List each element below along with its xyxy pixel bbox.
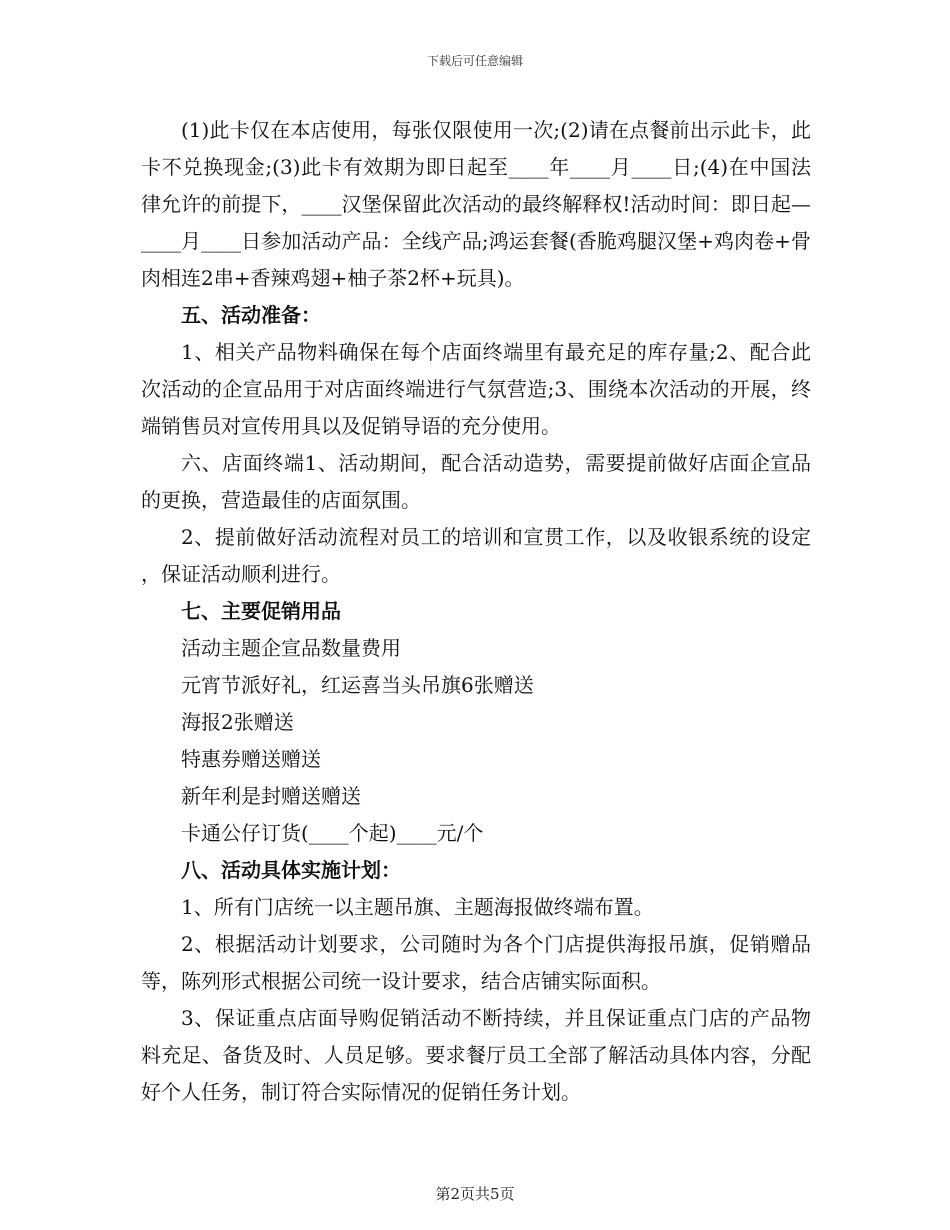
section-heading-5: 五、活动准备： bbox=[181, 303, 321, 327]
paragraph-card-terms: (1)此卡仅在本店使用，每张仅限使用一次;(2)请在点餐前出示此卡，此卡不兑换现金;(3)此卡有效期为即日起至____年____月____日;(4)在中国法律允许的前提下，____汉堡保留此次活动的最终解释权!活动时间：即日起—____月____日参加活动产品：全线产品;鸿运套餐(香脆鸡腿汉堡+鸡肉卷+骨肉相连2串+香辣鸡翅+柚子茶2杯+玩具)。 bbox=[141, 118, 811, 290]
paragraph-training: 2、提前做好活动流程对员工的培训和宣贯工作，以及收银系统的设定，保证活动顺利进行。 bbox=[141, 525, 811, 586]
paragraph-store-terminal: 六、店面终端1、活动期间，配合活动造势，需要提前做好店面企宣品的更换，营造最佳的店面氛围。 bbox=[141, 451, 811, 512]
paragraph-plan-3: 3、保证重点店面导购促销活动不断持续，并且保证重点门店的产品物料充足、备货及时、人员足够。要求餐厅员工全部了解活动具体内容，分配好个人任务，制订符合实际情况的促销任务计划。 bbox=[141, 1006, 811, 1104]
page-header: 下载后可任意编辑 bbox=[426, 54, 523, 68]
paragraph-plan-1: 1、所有门店统一以主题吊旗、主题海报做终端布置。 bbox=[181, 895, 654, 919]
page-footer: 第2页共5页 bbox=[435, 1185, 515, 1203]
list-item: 新年利是封赠送赠送 bbox=[181, 784, 361, 808]
list-item: 卡通公仔订货(____个起)____元/个 bbox=[181, 821, 484, 845]
list-item: 特惠券赠送赠送 bbox=[181, 747, 321, 771]
paragraph-plan-2: 2、根据活动计划要求，公司随时为各个门店提供海报吊旗，促销赠品等，陈列形式根据公司统一设计要求，结合店铺实际面积。 bbox=[141, 932, 811, 993]
list-item: 元宵节派好礼，红运喜当头吊旗6张赠送 bbox=[181, 673, 534, 697]
section-heading-7: 七、主要促销用品 bbox=[181, 599, 341, 623]
list-item: 海报2张赠送 bbox=[181, 710, 294, 734]
paragraph-preparation: 1、相关产品物料确保在每个店面终端里有最充足的库存量;2、配合此次活动的企宣品用于对店面终端进行气氛营造;3、围绕本次活动的开展，终端销售员对宣传用具以及促销导语的充分使用。 bbox=[141, 340, 811, 438]
list-item: 活动主题企宣品数量费用 bbox=[181, 636, 401, 660]
section-heading-8: 八、活动具体实施计划： bbox=[181, 858, 401, 882]
document-body bbox=[141, 112, 811, 1111]
